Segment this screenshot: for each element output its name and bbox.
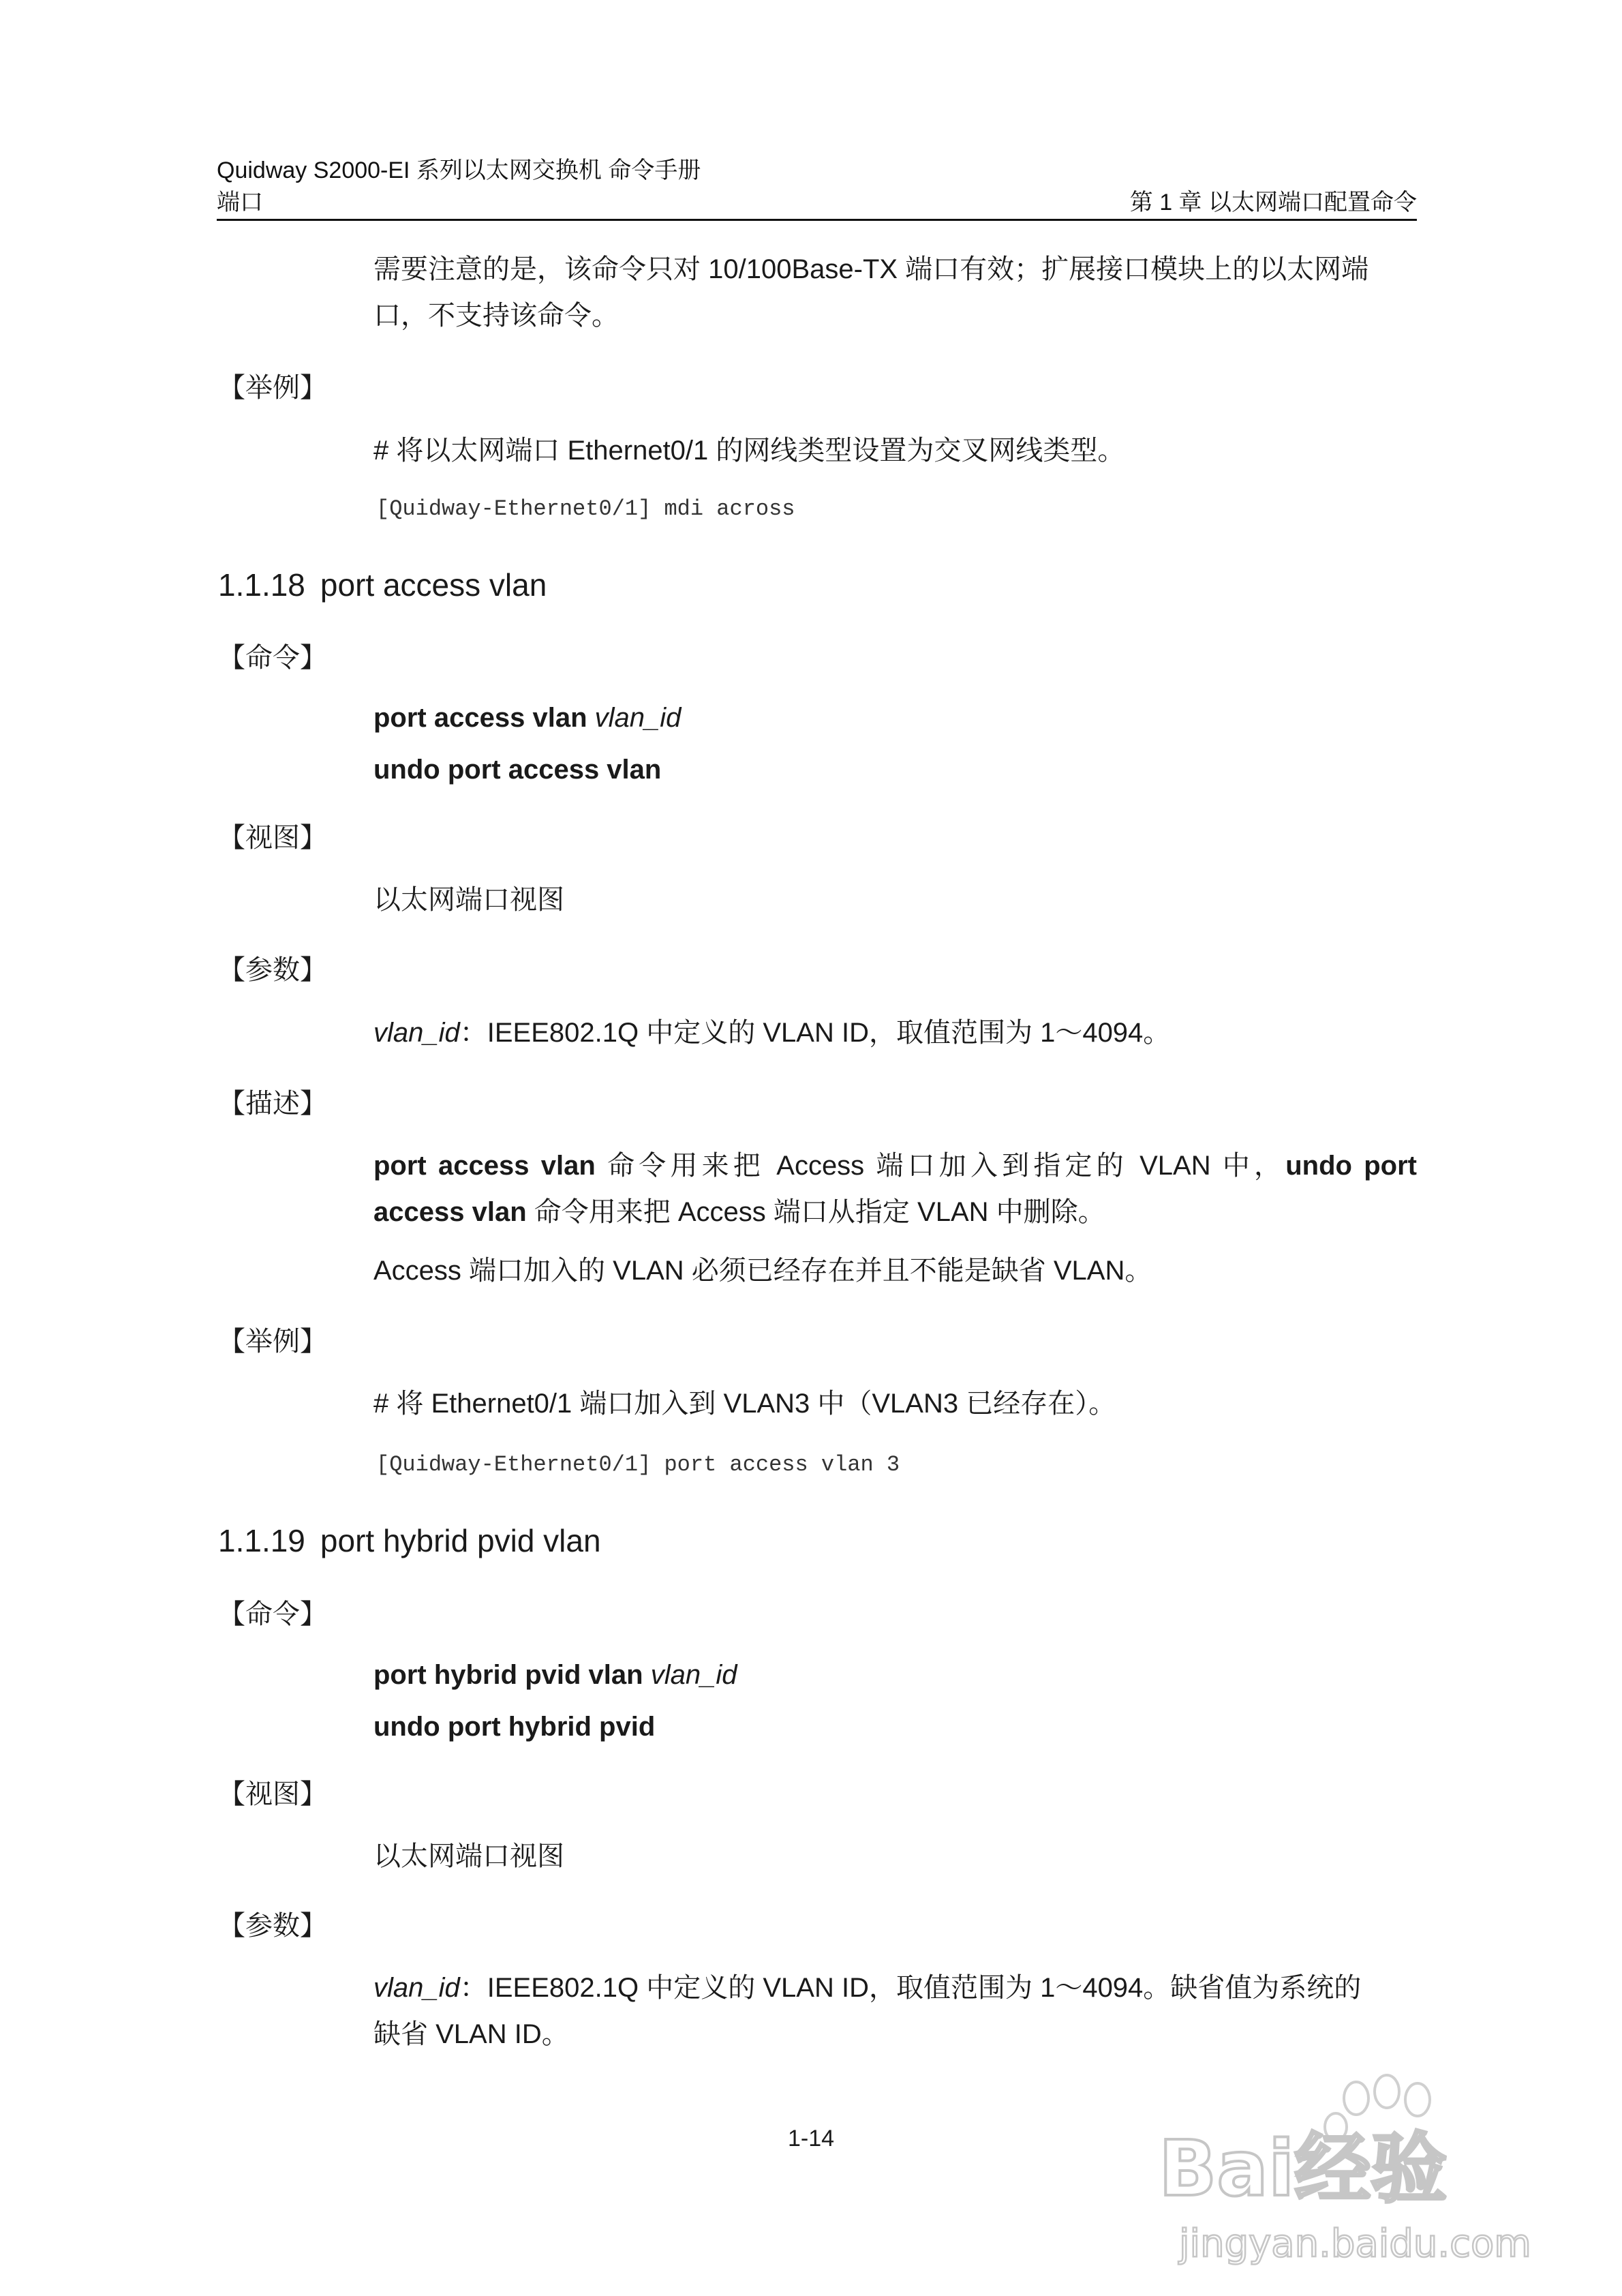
command-keyword: port access vlan	[373, 703, 587, 733]
example-code: [Quidway-Ethernet0/1] mdi across	[376, 496, 795, 522]
example-desc-2: # 将 Ethernet0/1 端口加入到 VLAN3 中（VLAN3 已经存在）。	[373, 1389, 1116, 1419]
view-tag: 【视图】	[218, 823, 327, 853]
example-desc: # 将以太网端口 Ethernet0/1 的网线类型设置为交叉网线类型。	[373, 436, 1125, 466]
description-tag: 【描述】	[218, 1089, 327, 1119]
command-tag-2: 【命令】	[218, 1599, 327, 1629]
intro-line-1: 需要注意的是，该命令只对 10/100Base-TX 端口有效；扩展接口模块上的以太网端	[373, 254, 1369, 284]
section-number: 1.1.19	[218, 1523, 305, 1558]
command-argument: vlan_id	[594, 703, 682, 733]
example-tag: 【举例】	[218, 373, 327, 403]
param-text	[373, 1010, 1170, 1055]
command-syntax-2	[373, 1652, 737, 1697]
command-argument-2: vlan_id	[650, 1660, 737, 1690]
baidu-jingyan-watermark	[1152, 2059, 1533, 2277]
header-rule	[217, 219, 1417, 221]
watermark-brand: Bai经验	[1159, 2125, 1448, 2214]
param-tag: 【参数】	[218, 955, 327, 985]
param-description: ：IEEE802.1Q 中定义的 VLAN ID，取值范围为 1～4094。	[459, 1018, 1171, 1048]
undo-command-syntax	[373, 747, 661, 792]
undo-command-keyword: undo port access vlan	[373, 755, 662, 785]
command-tag: 【命令】	[218, 643, 327, 673]
description-paragraph-2: Access 端口加入的 VLAN 必须已经存在并且不能是缺省 VLAN。	[373, 1256, 1152, 1286]
view-text-2: 以太网端口视图	[373, 1841, 564, 1871]
header-section: 端口	[217, 190, 263, 215]
description-line-1	[373, 1143, 1417, 1188]
param-name: vlan_id	[373, 1018, 460, 1048]
param-text-2-line-2: 缺省 VLAN ID。	[373, 2019, 569, 2049]
command-keyword-2: port hybrid pvid vlan	[373, 1660, 643, 1690]
view-text: 以太网端口视图	[373, 885, 564, 915]
param-text-2	[373, 1965, 1361, 2010]
undo-command-keyword-2: undo port hybrid pvid	[373, 1712, 656, 1742]
section-title: port access vlan	[320, 567, 547, 603]
watermark-url: jingyan.baidu.com	[1179, 2222, 1531, 2266]
section-heading-1-1-18	[218, 566, 547, 604]
command-syntax	[373, 695, 681, 740]
description-line-2	[373, 1190, 1105, 1235]
param-tag-2: 【参数】	[218, 1911, 327, 1941]
header-chapter: 第 1 章 以太网端口配置命令	[1129, 190, 1417, 215]
param-name-2: vlan_id	[373, 1973, 460, 2003]
section-heading-1-1-19	[218, 1522, 601, 1560]
header-title: Quidway S2000-EI 系列以太网交换机 命令手册	[217, 157, 701, 183]
view-tag-2: 【视图】	[218, 1779, 327, 1809]
example-tag-2: 【举例】	[218, 1327, 327, 1357]
desc-keyword-3: access vlan	[373, 1197, 527, 1227]
desc-text-1: 命令用来把 Access 端口加入到指定的 VLAN 中，	[595, 1151, 1286, 1181]
example-code-2: [Quidway-Ethernet0/1] port access vlan 3	[376, 1452, 900, 1477]
page-number: 1-14	[787, 2126, 835, 2151]
desc-keyword-1: port access vlan	[373, 1151, 596, 1181]
desc-text-2: 命令用来把 Access 端口从指定 VLAN 中删除。	[526, 1197, 1105, 1227]
section-number: 1.1.18	[218, 567, 305, 603]
desc-keyword-2: undo port	[1285, 1151, 1418, 1181]
param-description-2: ：IEEE802.1Q 中定义的 VLAN ID，取值范围为 1～4094。缺省值为系统的	[459, 1973, 1362, 2003]
section-title: port hybrid pvid vlan	[320, 1523, 601, 1558]
intro-line-2: 口，不支持该命令。	[373, 301, 619, 331]
undo-command-syntax-2	[373, 1704, 655, 1749]
